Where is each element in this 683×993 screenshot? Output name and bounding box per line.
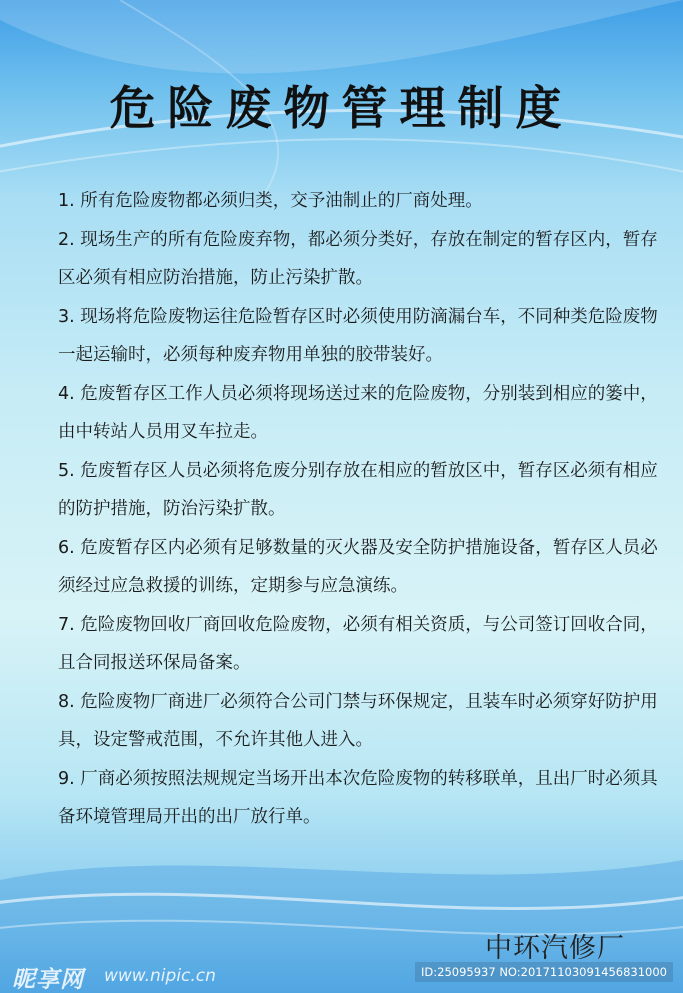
rule-item: 3. 现场将危险废物运往危险暂存区时必须使用防滴漏台车，不同种类危险废物一起运输时，必须每种废弃物用单独的胶带装好。 bbox=[58, 306, 658, 365]
company-name: 中环汽修厂 bbox=[485, 933, 625, 964]
page-title: 危险废物管理制度 bbox=[109, 81, 574, 135]
rule-item: 8. 危险废物厂商进厂必须符合公司门禁与环保规定，且装车时必须穿好防护用具，设定警戒范围，不允许其他人进入。 bbox=[58, 691, 658, 750]
rule-item: 4. 危废暂存区工作人员必须将现场送过来的危险废物，分别装到相应的篓中，由中转站人员用叉车拉走。 bbox=[58, 383, 658, 442]
rule-item: 7. 危险废物回收厂商回收危险废物，必须有相关资质，与公司签订回收合同，且合同报送环保局备案。 bbox=[58, 614, 658, 673]
rule-item: 9. 厂商必须按照法规规定当场开出本次危险废物的转移联单，且出厂时必须具备环境管理局开出的出厂放行单。 bbox=[58, 768, 658, 827]
watermark-logo: 昵享网 bbox=[12, 967, 84, 993]
watermark-url: www.nipic.cn bbox=[104, 966, 216, 986]
rule-item: 5. 危废暂存区人员必须将危废分别存放在相应的暂放区中，暂存区必须有相应的防护措施，防治污染扩散。 bbox=[58, 460, 658, 519]
rule-item: 1. 所有危险废物都必须归类，交予油制止的厂商处理。 bbox=[58, 191, 483, 211]
watermark-id: ID:25095937 NO:20171103091456831000 bbox=[415, 962, 673, 982]
rule-item: 6. 危废暂存区内必须有足够数量的灭火器及安全防护措施设备，暂存区人员必须经过应急救援的训练，定期参与应急演练。 bbox=[58, 537, 658, 596]
rule-item: 2. 现场生产的所有危险废弃物，都必须分类好，存放在制定的暂存区内，暂存区必须有相应防治措施，防止污染扩散。 bbox=[58, 229, 658, 288]
rules-list bbox=[58, 182, 658, 837]
